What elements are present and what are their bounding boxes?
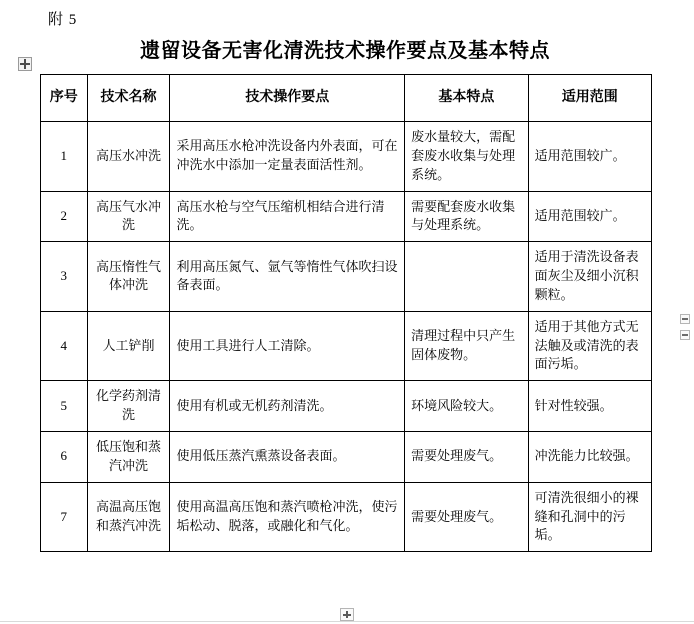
cell-name: 高温高压饱和蒸汽冲洗 — [87, 482, 170, 552]
cell-features: 环境风险较大。 — [405, 381, 528, 432]
cell-points: 使用低压蒸汽熏蒸设备表面。 — [170, 431, 405, 482]
cell-features: 需要配套废水收集与处理系统。 — [405, 191, 528, 242]
row-marker-icon[interactable] — [680, 330, 690, 340]
cell-points: 采用高压水枪冲洗设备内外表面，可在冲洗水中添加一定量表面活性剂。 — [170, 122, 405, 192]
table-container — [40, 74, 652, 552]
cell-features: 废水量较大，需配套废水收集与处理系统。 — [405, 122, 528, 192]
cleaning-technology-table — [40, 74, 652, 552]
cell-scope: 适用于清洗设备表面灰尘及细小沉积颗粒。 — [528, 242, 651, 312]
cell-num: 4 — [41, 311, 88, 381]
cell-scope: 适用范围较广。 — [528, 122, 651, 192]
cell-points: 利用高压氮气、氩气等惰性气体吹扫设备表面。 — [170, 242, 405, 312]
table-row — [41, 122, 652, 192]
row-marker-icon[interactable] — [680, 314, 690, 324]
column-header-points: 技术操作要点 — [170, 75, 405, 122]
cell-points: 使用工具进行人工清除。 — [170, 311, 405, 381]
table-row — [41, 381, 652, 432]
cell-name: 人工铲削 — [87, 311, 170, 381]
cell-points: 使用高温高压饱和蒸汽喷枪冲洗，使污垢松动、脱落，或融化和气化。 — [170, 482, 405, 552]
cell-scope: 可清洗很细小的裸缝和孔洞中的污垢。 — [528, 482, 651, 552]
page-bottom-divider — [0, 621, 694, 622]
cell-scope: 针对性较强。 — [528, 381, 651, 432]
cell-features: 需要处理废气。 — [405, 431, 528, 482]
cell-points: 高压水枪与空气压缩机相结合进行清洗。 — [170, 191, 405, 242]
cell-features — [405, 242, 528, 312]
cell-name: 低压饱和蒸汽冲洗 — [87, 431, 170, 482]
cell-name: 高压气水冲洗 — [87, 191, 170, 242]
column-header-scope: 适用范围 — [528, 75, 651, 122]
cell-num: 3 — [41, 242, 88, 312]
cell-name: 化学药剂清洗 — [87, 381, 170, 432]
cell-name: 高压水冲洗 — [87, 122, 170, 192]
cell-scope: 冲洗能力比较强。 — [528, 431, 651, 482]
table-header-row — [41, 75, 652, 122]
move-handle-icon[interactable] — [18, 57, 32, 71]
attachment-label: 附 5 — [48, 12, 78, 28]
column-header-name — [87, 75, 170, 122]
cell-num: 7 — [41, 482, 88, 552]
cell-num: 2 — [41, 191, 88, 242]
column-header-num: 序号 — [41, 75, 88, 122]
cell-num: 1 — [41, 122, 88, 192]
table-row — [41, 191, 652, 242]
column-header-name-text: 技术名称 — [100, 89, 157, 105]
table-row — [41, 431, 652, 482]
cell-num: 6 — [41, 431, 88, 482]
cell-scope: 适用范围较广。 — [528, 191, 651, 242]
page-title: 遗留设备无害化清洗技术操作要点及基本特点 — [140, 40, 550, 62]
cell-num: 5 — [41, 381, 88, 432]
table-row — [41, 242, 652, 312]
cell-features: 需要处理废气。 — [405, 482, 528, 552]
table-row — [41, 311, 652, 381]
cell-points: 使用有机或无机药剂清洗。 — [170, 381, 405, 432]
cell-features: 清理过程中只产生固体废物。 — [405, 311, 528, 381]
cell-scope: 适用于其他方式无法触及或清洗的表面污垢。 — [528, 311, 651, 381]
add-row-icon[interactable] — [340, 608, 354, 621]
table-row — [41, 482, 652, 552]
column-header-features: 基本特点 — [405, 75, 528, 122]
cell-name: 高压惰性气体冲洗 — [87, 242, 170, 312]
